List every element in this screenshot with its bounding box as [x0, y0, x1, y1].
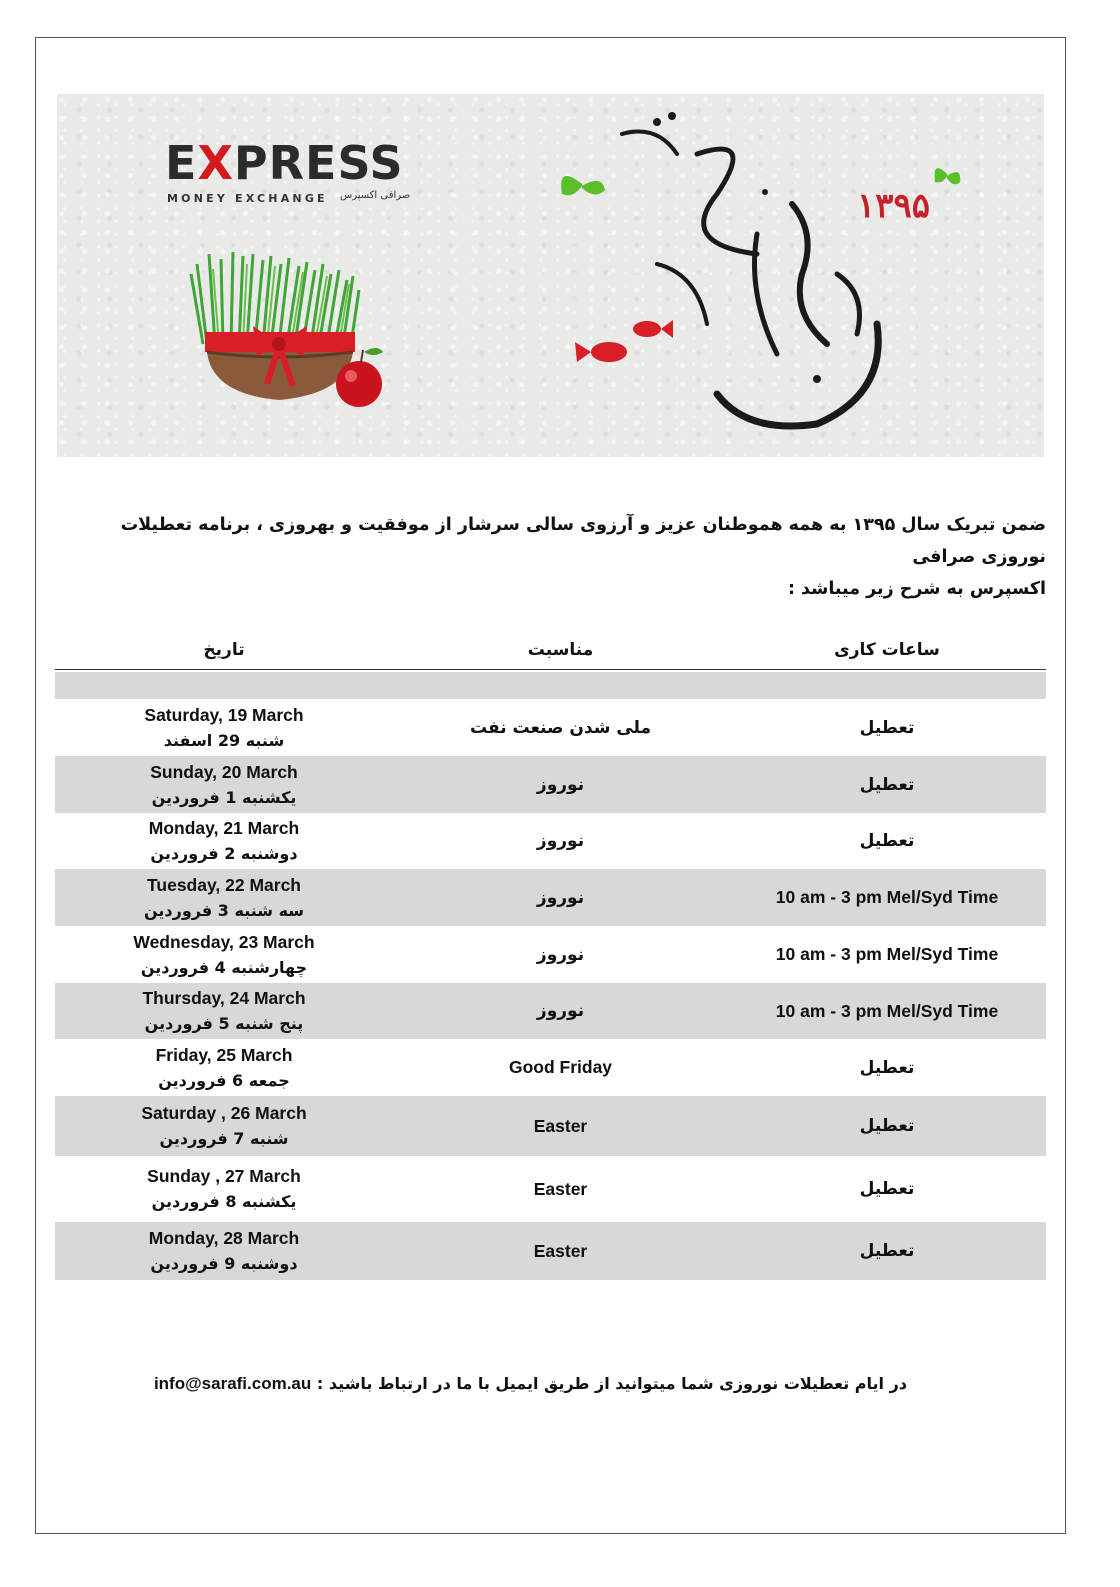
logo-subtitle: MONEY EXCHANGE: [167, 192, 328, 205]
logo-subtitle-fa: صرافی اکسپرس: [340, 190, 411, 201]
hours-cell: [728, 813, 1046, 869]
hours-label: 10 am - 3 pm Mel/Syd Time: [775, 944, 999, 964]
footer-text: در ایام تعطیلات نوروزی شما میتوانید از طریق ایمیل با ما در ارتباط باشید :: [316, 1374, 907, 1393]
table-row: [55, 699, 1046, 756]
occasion-label: Easter: [533, 1178, 588, 1199]
occasion-label: نوروز: [536, 831, 585, 851]
header-occasion: مناسبت: [527, 640, 594, 660]
date-persian: دوشنبه 2 فروردین: [150, 844, 298, 863]
date-persian: دوشنبه 9 فروردین: [150, 1254, 298, 1273]
hours-cell: [728, 1039, 1046, 1096]
logo-word-post: PRESS: [233, 136, 404, 190]
table-row: [55, 1096, 1046, 1156]
date-gregorian: Thursday, 24 March: [142, 988, 306, 1008]
intro-line-2: اکسپرس به شرح زیر میباشد :: [787, 579, 1046, 599]
date-cell: [55, 1156, 393, 1222]
occasion-cell: [393, 1222, 728, 1280]
date-cell: [55, 756, 393, 813]
date-cell: [55, 813, 393, 869]
occasion-cell: [393, 813, 728, 869]
header-divider: [55, 669, 1046, 670]
hours-label: 10 am - 3 pm Mel/Syd Time: [775, 1000, 999, 1021]
butterfly-icon: [935, 168, 961, 184]
date-cell: [55, 699, 393, 756]
date-gregorian: Wednesday, 23 March: [133, 931, 315, 952]
hours-cell: [728, 983, 1046, 1039]
hours-label: تعطیل: [859, 1057, 915, 1078]
date-cell: [55, 1222, 393, 1280]
date-gregorian: Friday, 25 March: [155, 1044, 293, 1065]
date-gregorian: Saturday, 19 March: [144, 704, 304, 725]
table-row: [55, 983, 1046, 1039]
table-row: [55, 1156, 1046, 1222]
hours-label: تعطیل: [859, 1116, 915, 1136]
date-persian: یکشنبه 1 فروردین: [151, 787, 297, 807]
table-row: [55, 813, 1046, 869]
date-cell: [55, 926, 393, 983]
occasion-label: نوروز: [536, 1001, 585, 1021]
goldfish-icon: [575, 320, 673, 362]
occasion-label: Good Friday: [508, 1057, 613, 1077]
logo-word-pre: E: [165, 136, 198, 190]
intro-paragraph: [57, 509, 1046, 605]
date-gregorian: Monday, 28 March: [148, 1228, 300, 1248]
occasion-label: نوروز: [536, 774, 585, 795]
express-logo: [165, 136, 404, 190]
occasion-cell: [393, 869, 728, 926]
occasion-cell: [393, 699, 728, 756]
hours-label: تعطیل: [859, 1179, 915, 1199]
occasion-cell: [393, 926, 728, 983]
date-gregorian: Saturday , 26 March: [141, 1103, 307, 1123]
table-spacer-row: [55, 672, 1046, 699]
hours-label: تعطیل: [859, 774, 915, 795]
hours-cell: [728, 869, 1046, 926]
date-gregorian: Sunday , 27 March: [147, 1166, 301, 1186]
nowruz-banner: [57, 94, 1044, 457]
table-row: [55, 1222, 1046, 1280]
intro-line-1: ضمن تبریک سال ۱۳۹۵ به همه هموطنان عزیز و آرزوی سالی سرشار از موفقیت و بهروزی ، برنامه تعطیلات نوروزی صرافی: [120, 515, 1046, 567]
date-persian: پنج شنبه 5 فروردین: [144, 1014, 304, 1033]
hours-cell: [728, 1156, 1046, 1222]
calligraphy-icon: [622, 112, 878, 426]
sabzeh-icon: [191, 252, 359, 400]
date-cell: [55, 1096, 393, 1156]
occasion-label: ملی شدن صنعت نفت: [469, 717, 652, 738]
footer-email[interactable]: info@sarafi.com.au: [153, 1374, 312, 1393]
occasion-cell: [393, 1096, 728, 1156]
date-persian: شنبه 29 اسفند: [163, 730, 285, 750]
table-row: [55, 756, 1046, 813]
date-gregorian: Sunday, 20 March: [150, 761, 298, 782]
occasion-label: نوروز: [536, 887, 585, 908]
header-hours: ساعات کاری: [834, 640, 940, 660]
date-persian: سه شنبه 3 فروردین: [144, 900, 304, 920]
occasion-cell: [393, 756, 728, 813]
date-cell: [55, 869, 393, 926]
butterfly-icon: [561, 176, 605, 195]
date-persian: چهارشنبه 4 فروردین: [140, 957, 308, 977]
date-persian: یکشنبه 8 فروردین: [151, 1192, 297, 1211]
occasion-label: Easter: [533, 1240, 588, 1261]
year-label: ۱۳۹۵: [857, 186, 931, 226]
hours-cell: [728, 699, 1046, 756]
hours-label: تعطیل: [859, 717, 915, 738]
date-persian: جمعه 6 فروردین: [158, 1070, 290, 1090]
hours-cell: [728, 926, 1046, 983]
hours-label: تعطیل: [859, 1241, 915, 1261]
table-row: [55, 869, 1046, 926]
occasion-label: Easter: [533, 1115, 588, 1136]
date-cell: [55, 983, 393, 1039]
date-gregorian: Monday, 21 March: [148, 818, 300, 838]
hours-cell: [728, 1096, 1046, 1156]
occasion-label: نوروز: [536, 944, 585, 965]
header-date: تاریخ: [203, 640, 245, 660]
hours-cell: [728, 756, 1046, 813]
date-persian: شنبه 7 فروردین: [159, 1129, 289, 1148]
logo-word-x: X: [197, 136, 234, 190]
occasion-cell: [393, 1156, 728, 1222]
occasion-cell: [393, 1039, 728, 1096]
hours-label: تعطیل: [859, 831, 915, 851]
occasion-cell: [393, 983, 728, 1039]
hours-label: 10 am - 3 pm Mel/Syd Time: [775, 887, 999, 907]
footer-contact: [57, 1374, 907, 1394]
table-row: [55, 1039, 1046, 1096]
hours-cell: [728, 1222, 1046, 1280]
date-gregorian: Tuesday, 22 March: [147, 874, 301, 895]
table-row: [55, 926, 1046, 983]
date-cell: [55, 1039, 393, 1096]
